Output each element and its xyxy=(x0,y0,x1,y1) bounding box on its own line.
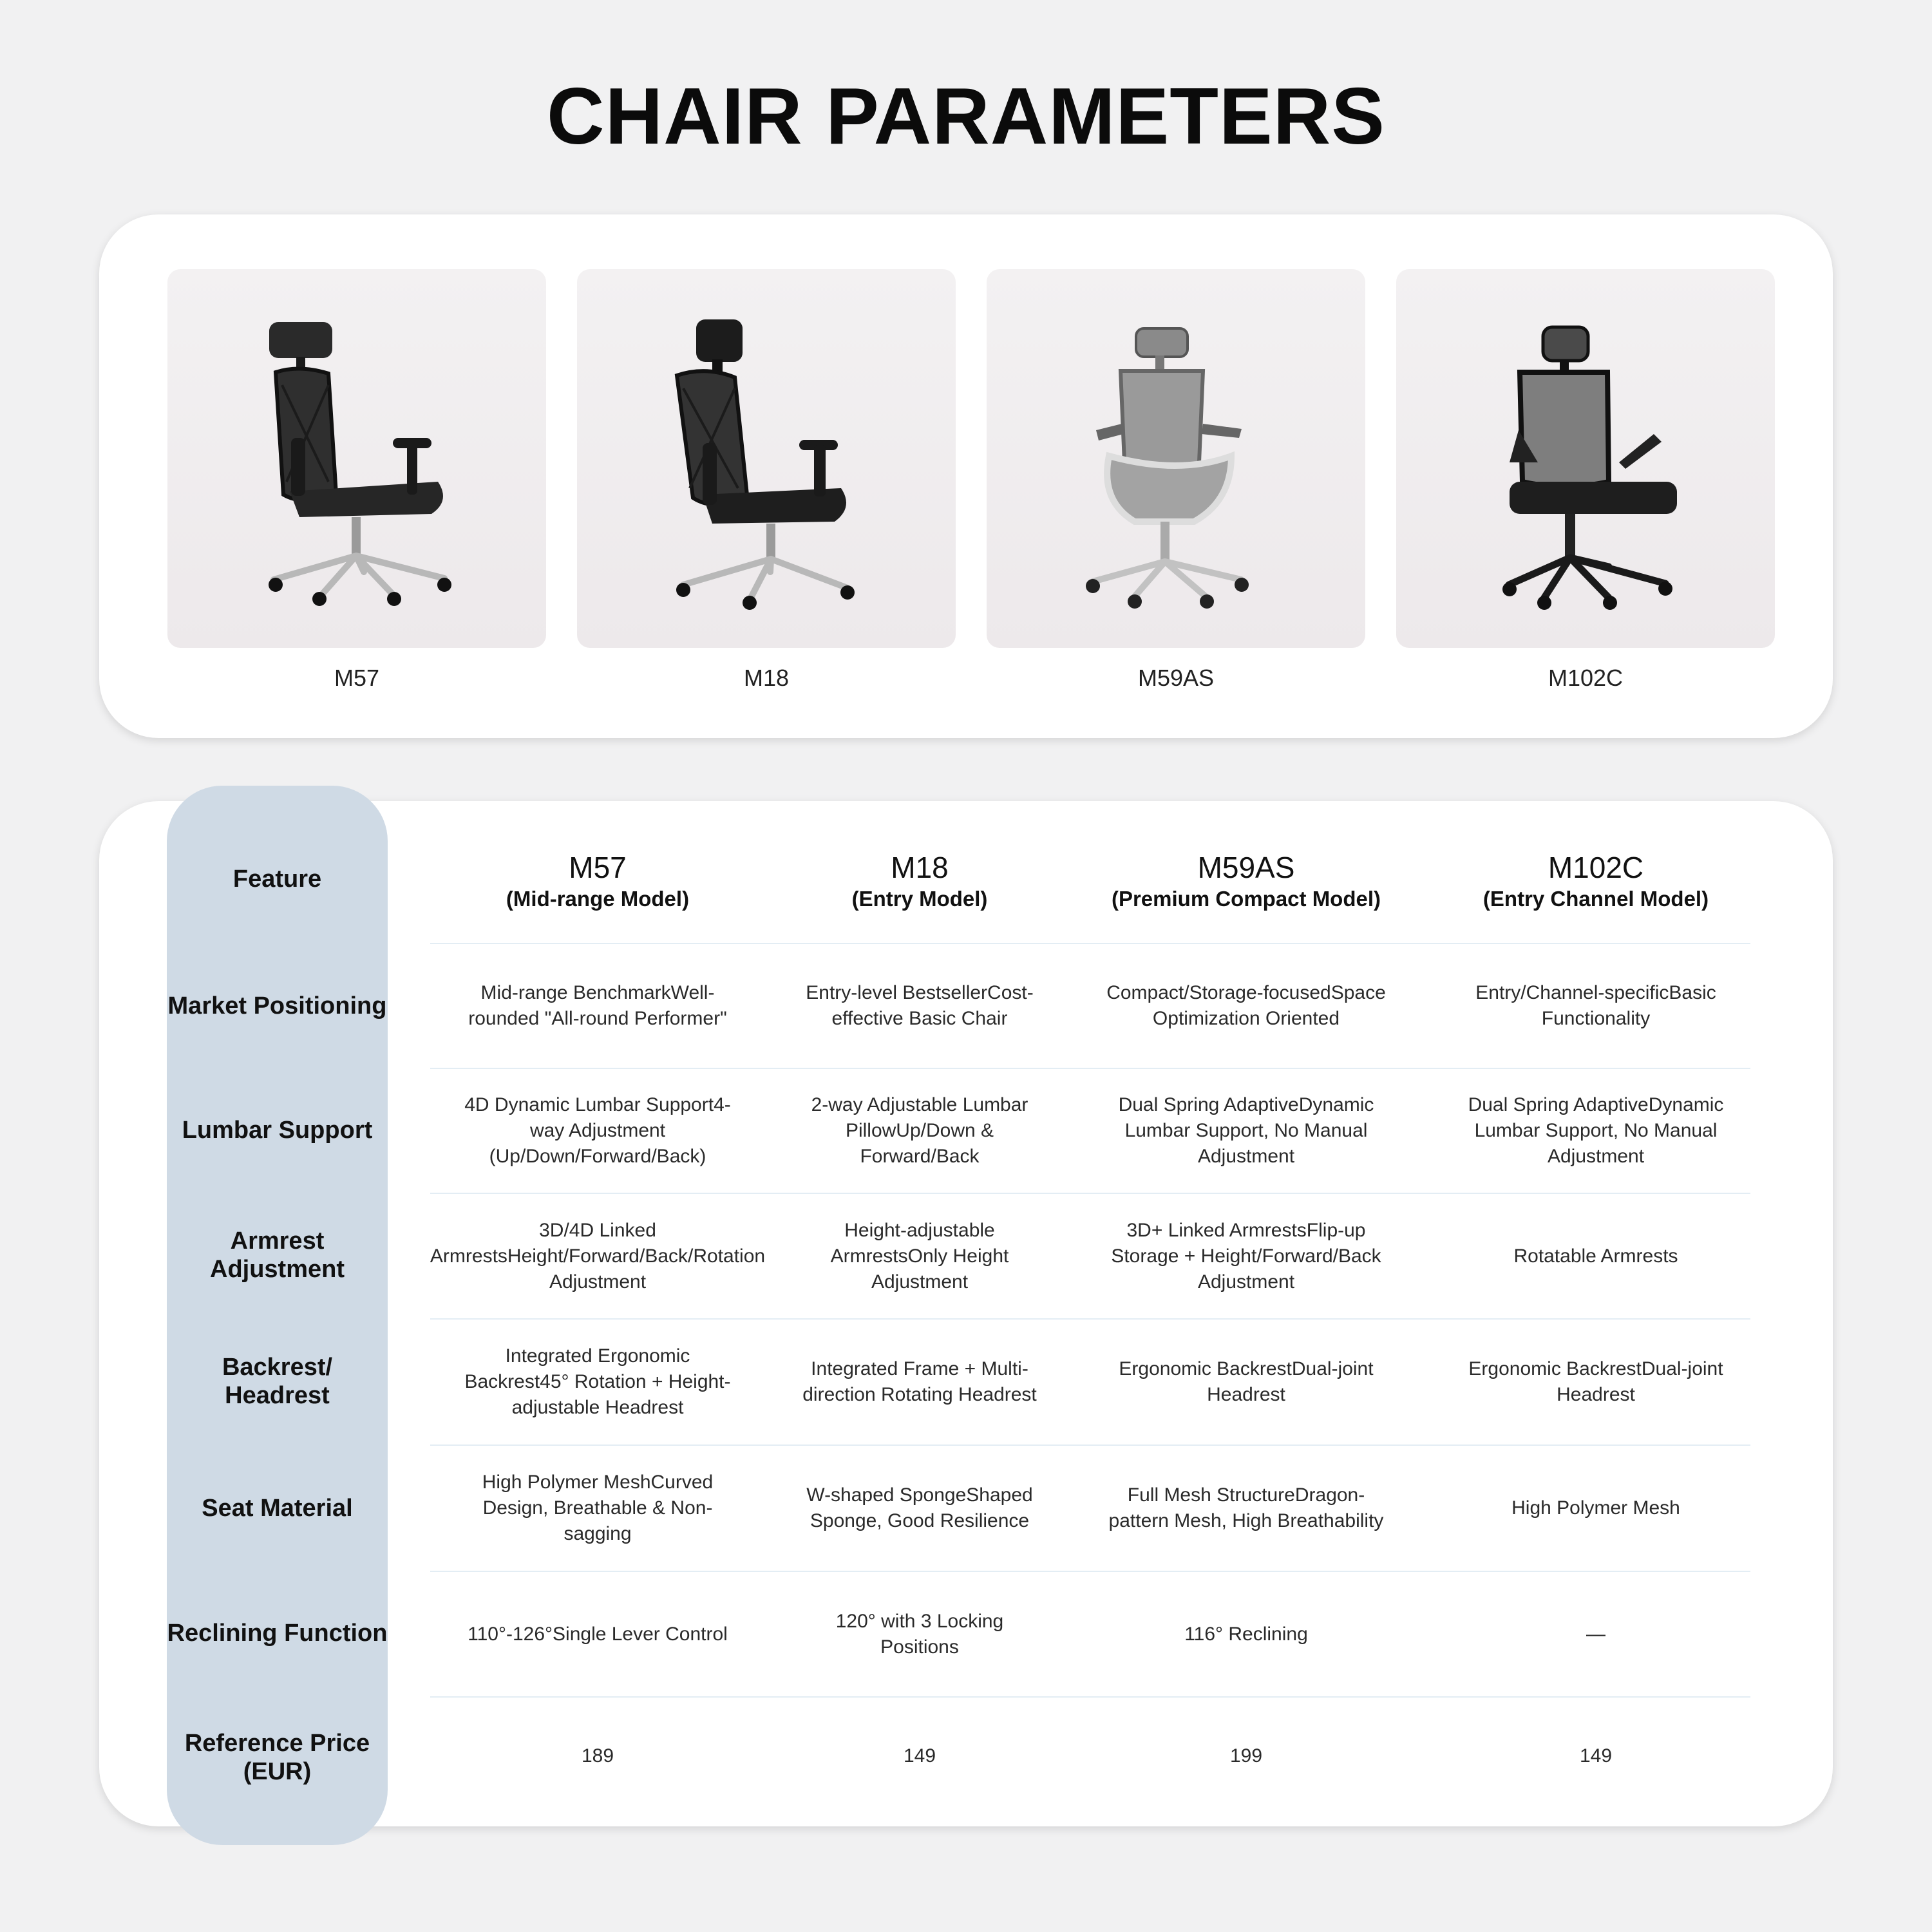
column-model-name: M102C xyxy=(1548,851,1644,884)
office-chair-icon xyxy=(167,269,546,648)
chair-name-m57: M57 xyxy=(334,665,380,691)
office-chair-icon xyxy=(1396,269,1775,648)
column-model-name: M59AS xyxy=(1197,851,1295,884)
chair-name-m18: M18 xyxy=(743,665,790,691)
feature-reclining-function: Reclining Function xyxy=(167,1620,388,1647)
column-header-m102c xyxy=(1435,850,1757,913)
column-model-tier: (Entry Channel Model) xyxy=(1482,887,1709,911)
column-header-m57 xyxy=(443,850,752,913)
table-cell: 3D/4D Linked ArmrestsHeight/Forward/Back/Rotation Adjustment xyxy=(430,1219,766,1293)
table-cell: Integrated Ergonomic Backrest45° Rotation + Height-adjustable Headrest xyxy=(464,1345,731,1418)
table-cell: W-shaped SpongeShaped Sponge, Good Resilience xyxy=(806,1484,1033,1531)
feature-backrest-headrest: Backrest/ Headrest xyxy=(222,1354,333,1409)
feature-column xyxy=(167,786,388,1845)
table-cell: 2-way Adjustable Lumbar PillowUp/Down & Forward/Back xyxy=(811,1094,1028,1167)
table-cell: 4D Dynamic Lumbar Support4-way Adjustment (Up/Down/Forward/Back) xyxy=(464,1094,731,1167)
chair-name-m102c: M102C xyxy=(1548,665,1624,691)
table-cell: Entry-level BestsellerCost-effective Basic Chair xyxy=(806,982,1034,1029)
feature-header: Feature xyxy=(232,866,322,893)
column-model-name: M18 xyxy=(891,851,949,884)
table-cell: — xyxy=(1586,1623,1605,1645)
table-cell: Full Mesh StructureDragon-pattern Mesh, High Breathability xyxy=(1108,1484,1384,1531)
table-cell: Mid-range BenchmarkWell-rounded "All-round Performer" xyxy=(468,982,727,1029)
table-cell: 149 xyxy=(1579,1745,1613,1766)
table-cell: High Polymer Mesh xyxy=(1511,1497,1680,1519)
product-m102c[interactable] xyxy=(1396,269,1775,692)
product-m18[interactable] xyxy=(577,269,956,692)
table-cell: 3D+ Linked ArmrestsFlip-up Storage + Height/Forward/Back Adjustment xyxy=(1111,1219,1381,1293)
office-chair-icon xyxy=(577,269,956,648)
page-title: CHAIR PARAMETERS xyxy=(547,72,1385,161)
table-cell: Height-adjustable ArmrestsOnly Height Adjustment xyxy=(830,1219,1009,1293)
table-cell: Rotatable Armrests xyxy=(1513,1245,1678,1267)
column-model-tier: (Entry Model) xyxy=(851,887,988,911)
feature-seat-material: Seat Material xyxy=(202,1495,353,1522)
office-chair-icon xyxy=(987,269,1365,648)
product-m57[interactable] xyxy=(167,269,546,692)
column-model-tier: (Premium Compact Model) xyxy=(1111,887,1381,911)
column-model-tier: (Mid-range Model) xyxy=(506,887,690,911)
feature-lumbar-support: Lumbar Support xyxy=(182,1117,373,1144)
table-cell: Integrated Frame + Multi-direction Rotating Headrest xyxy=(802,1358,1037,1405)
table-cell: Dual Spring AdaptiveDynamic Lumbar Support, No Manual Adjustment xyxy=(1118,1094,1374,1167)
table-cell: 116° Reclining xyxy=(1184,1623,1308,1645)
chair-photo-m102c xyxy=(1396,269,1775,648)
feature-armrest-adjustment: Armrest Adjustment xyxy=(210,1227,345,1283)
table-cell: 199 xyxy=(1229,1745,1263,1766)
table-cell: Ergonomic BackrestDual-joint Headrest xyxy=(1119,1358,1374,1405)
feature-reference-price: Reference Price (EUR) xyxy=(184,1730,370,1785)
table-cell: Compact/Storage-focusedSpace Optimization Oriented xyxy=(1106,982,1386,1029)
product-gallery-card xyxy=(99,214,1833,738)
chair-name-m59as: M59AS xyxy=(1137,665,1215,691)
table-cell: 189 xyxy=(581,1745,614,1766)
table-cell: Ergonomic BackrestDual-joint Headrest xyxy=(1468,1358,1723,1405)
chair-photo-m59as xyxy=(987,269,1365,648)
chair-photo-m57 xyxy=(167,269,546,648)
table-cell: High Polymer MeshCurved Design, Breathable & Non-sagging xyxy=(482,1472,714,1544)
table-cell: 110°-126°Single Lever Control xyxy=(468,1623,728,1645)
table-cell: Dual Spring AdaptiveDynamic Lumbar Support, No Manual Adjustment xyxy=(1468,1094,1724,1167)
column-header-m59as xyxy=(1087,850,1405,913)
column-header-m18 xyxy=(765,850,1074,913)
column-model-name: M57 xyxy=(569,851,627,884)
product-m59as[interactable] xyxy=(987,269,1365,692)
feature-market-positioning: Market Positioning xyxy=(167,992,387,1019)
chair-photo-m18 xyxy=(577,269,956,648)
table-cell: Entry/Channel-specificBasic Functionality xyxy=(1475,982,1716,1029)
table-cell: 120° with 3 Locking Positions xyxy=(835,1610,1004,1658)
table-cell: 149 xyxy=(903,1745,936,1766)
